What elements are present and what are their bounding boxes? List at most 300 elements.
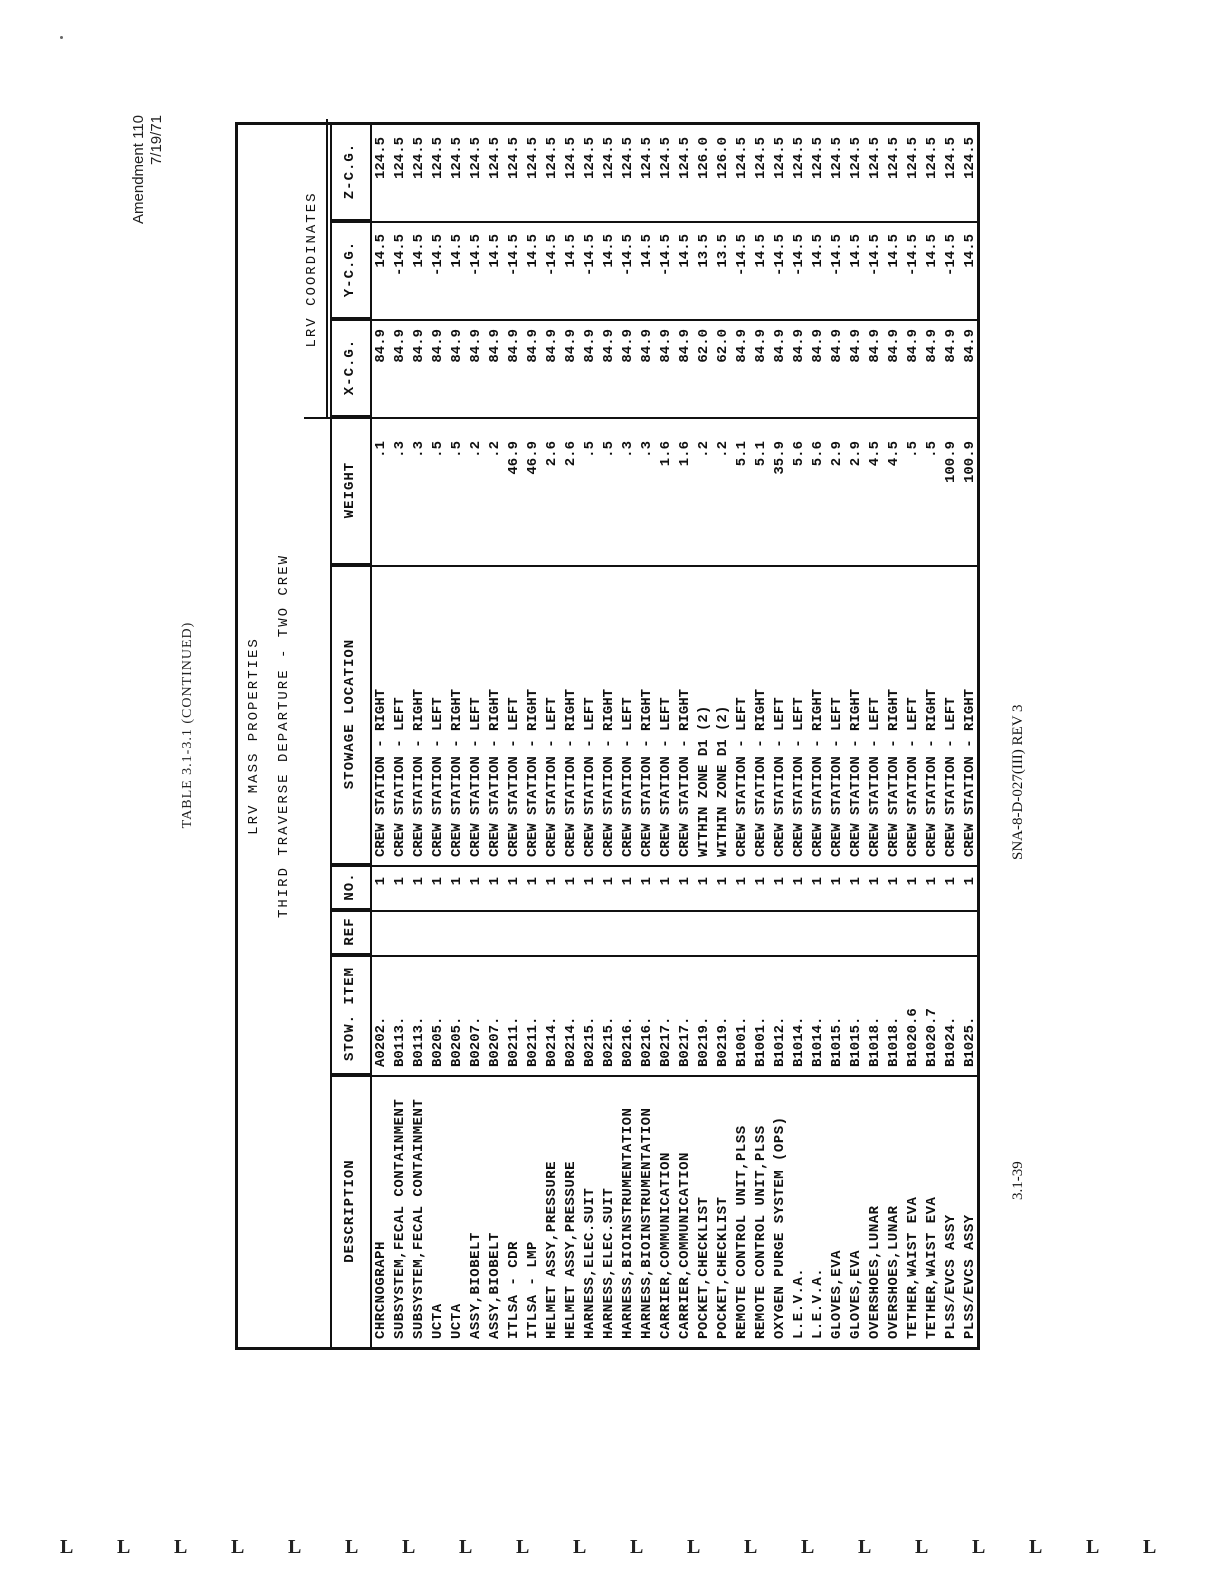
description-cell: TETHER,WAIST EVA: [924, 1196, 940, 1339]
stowage-location-cell: CREW STATION - LEFT: [829, 697, 845, 857]
x-cg-cell: 62.0: [715, 329, 731, 363]
ref-cell: [372, 912, 391, 952]
weight-cell: .5: [430, 441, 446, 458]
table-row: [562, 125, 581, 1347]
description-cell: SUBSYSTEM,FECAL CONTAINMENT: [411, 1098, 427, 1339]
description-cell: HELMET ASSY,PRESSURE: [563, 1160, 579, 1339]
x-cg-cell: 84.9: [506, 329, 522, 363]
stowage-location-cell: CREW STATION - LEFT: [506, 697, 522, 857]
x-cg-cell: 84.9: [430, 329, 446, 363]
table-row: [410, 125, 429, 1347]
ref-cell: [961, 912, 980, 952]
edge-mark: L: [174, 1536, 188, 1558]
quantity-cell: 1: [677, 877, 693, 886]
col-description: DESCRIPTION: [342, 1159, 358, 1263]
table-row: [391, 125, 410, 1347]
y-cg-cell: 14.5: [962, 234, 978, 268]
table-row: [429, 125, 448, 1347]
edge-mark: L: [972, 1536, 986, 1558]
x-cg-cell: 84.9: [544, 329, 560, 363]
weight-cell: .3: [620, 441, 636, 458]
description-cell: CARRIER,COMMUNICATION: [677, 1152, 693, 1339]
weight-cell: 4.5: [886, 441, 902, 467]
z-cg-cell: 124.5: [791, 137, 807, 180]
quantity-cell: 1: [848, 877, 864, 886]
ref-cell: [809, 912, 828, 952]
stow-item-cell: B0205.: [449, 1016, 465, 1067]
edge-mark: L: [1086, 1536, 1100, 1558]
stow-item-cell: A0202.: [373, 1016, 389, 1067]
quantity-cell: 1: [392, 877, 408, 886]
stow-item-cell: B0217.: [658, 1016, 674, 1067]
description-cell: ASSY,BIOBELT: [468, 1232, 484, 1339]
stow-item-cell: B1001.: [734, 1016, 750, 1067]
y-cg-cell: 14.5: [639, 234, 655, 268]
description-cell: L.E.V.A.: [810, 1267, 826, 1339]
z-cg-cell: 124.5: [487, 137, 503, 180]
x-cg-cell: 84.9: [601, 329, 617, 363]
edge-mark: L: [858, 1536, 872, 1558]
stowage-location-cell: CREW STATION - LEFT: [392, 697, 408, 857]
quantity-cell: 1: [468, 877, 484, 886]
quantity-cell: 1: [734, 877, 750, 886]
edge-mark: L: [687, 1536, 701, 1558]
coord-underline: [326, 119, 328, 417]
edge-mark: L: [231, 1536, 245, 1558]
stow-item-cell: B1020.7: [924, 1008, 940, 1067]
z-cg-cell: 124.5: [525, 137, 541, 180]
stow-item-cell: B1020.6: [905, 1008, 921, 1067]
y-cg-cell: -14.5: [772, 234, 788, 277]
ref-cell: [410, 912, 429, 952]
stowage-location-cell: CREW STATION - RIGHT: [373, 688, 389, 857]
quantity-cell: 1: [715, 877, 731, 886]
stowage-location-cell: CREW STATION - RIGHT: [810, 688, 826, 857]
x-cg-cell: 84.9: [753, 329, 769, 363]
y-cg-cell: 13.5: [696, 234, 712, 268]
weight-cell: .5: [601, 441, 617, 458]
z-cg-cell: 124.5: [582, 137, 598, 180]
stowage-location-cell: CREW STATION - RIGHT: [525, 688, 541, 857]
weight-cell: 100.9: [943, 441, 959, 484]
quantity-cell: 1: [487, 877, 503, 886]
mass-properties-table: [235, 122, 980, 1350]
z-cg-cell: 124.5: [734, 137, 750, 180]
table-row: [809, 125, 828, 1347]
weight-cell: 2.6: [563, 441, 579, 467]
weight-cell: 2.9: [848, 441, 864, 467]
y-cg-cell: -14.5: [582, 234, 598, 277]
stowage-location-cell: CREW STATION - LEFT: [791, 697, 807, 857]
x-cg-cell: 84.9: [639, 329, 655, 363]
description-cell: UCTA: [449, 1303, 465, 1339]
stow-item-cell: B0216.: [639, 1016, 655, 1067]
ref-cell: [657, 912, 676, 952]
x-cg-cell: 84.9: [772, 329, 788, 363]
ref-cell: [581, 912, 600, 952]
y-cg-cell: 14.5: [810, 234, 826, 268]
weight-cell: 5.6: [810, 441, 826, 467]
z-cg-cell: 124.5: [601, 137, 617, 180]
ref-cell: [714, 912, 733, 952]
edge-mark: L: [801, 1536, 815, 1558]
ref-cell: [790, 912, 809, 952]
quantity-cell: 1: [772, 877, 788, 886]
z-cg-cell: 124.5: [430, 137, 446, 180]
rotated-content: [130, 100, 1030, 1350]
amendment-note: [130, 115, 166, 335]
quantity-cell: 1: [563, 877, 579, 886]
description-cell: CHRCNOGRAPH: [373, 1241, 389, 1339]
description-cell: POCKET,CHECKLIST: [715, 1196, 731, 1339]
x-cg-cell: 84.9: [886, 329, 902, 363]
edge-mark: L: [516, 1536, 530, 1558]
ref-cell: [828, 912, 847, 952]
stow-item-cell: B0215.: [582, 1016, 598, 1067]
y-cg-cell: -14.5: [867, 234, 883, 277]
y-cg-cell: 14.5: [373, 234, 389, 268]
ref-cell: [391, 912, 410, 952]
x-cg-cell: 84.9: [373, 329, 389, 363]
stow-item-cell: B0113.: [392, 1016, 408, 1067]
z-cg-cell: 126.0: [715, 137, 731, 180]
z-cg-cell: 124.5: [392, 137, 408, 180]
table-row: [372, 125, 391, 1347]
z-cg-cell: 126.0: [696, 137, 712, 180]
document-id: SNA-8-D-027(III) REV 3: [1010, 704, 1026, 860]
quantity-cell: 1: [658, 877, 674, 886]
stowage-location-cell: CREW STATION - RIGHT: [962, 688, 978, 857]
y-cg-cell: 14.5: [848, 234, 864, 268]
table-row: [581, 125, 600, 1347]
y-cg-cell: -14.5: [658, 234, 674, 277]
x-cg-cell: 84.9: [468, 329, 484, 363]
description-cell: REMOTE CONTROL UNIT,PLSS: [734, 1125, 750, 1339]
table-row: [657, 125, 676, 1347]
ref-cell: [847, 912, 866, 952]
x-cg-cell: 62.0: [696, 329, 712, 363]
description-cell: ASSY,BIOBELT: [487, 1232, 503, 1339]
y-cg-cell: 14.5: [525, 234, 541, 268]
z-cg-cell: 124.5: [905, 137, 921, 180]
x-cg-cell: 84.9: [677, 329, 693, 363]
x-cg-cell: 84.9: [563, 329, 579, 363]
z-cg-cell: 124.5: [943, 137, 959, 180]
z-cg-cell: 124.5: [639, 137, 655, 180]
ref-cell: [771, 912, 790, 952]
description-cell: SUBSYSTEM,FECAL CONTAINMENT: [392, 1098, 408, 1339]
y-cg-cell: 14.5: [563, 234, 579, 268]
ref-cell: [600, 912, 619, 952]
ref-cell: [942, 912, 961, 952]
weight-cell: .3: [411, 441, 427, 458]
y-cg-cell: 14.5: [601, 234, 617, 268]
weight-cell: 5.1: [753, 441, 769, 467]
table-row: [543, 125, 562, 1347]
stow-item-cell: B0211.: [506, 1016, 522, 1067]
stowage-location-cell: CREW STATION - RIGHT: [677, 688, 693, 857]
description-cell: UCTA: [430, 1303, 446, 1339]
stow-item-cell: B1018.: [867, 1016, 883, 1067]
description-cell: OVERSHOES,LUNAR: [886, 1205, 902, 1339]
quantity-cell: 1: [411, 877, 427, 886]
table-row: [771, 125, 790, 1347]
weight-cell: .5: [582, 441, 598, 458]
stowage-location-cell: CREW STATION - LEFT: [658, 697, 674, 857]
weight-cell: .2: [487, 441, 503, 458]
z-cg-cell: 124.5: [753, 137, 769, 180]
y-cg-cell: -14.5: [468, 234, 484, 277]
stow-item-cell: B0216.: [620, 1016, 636, 1067]
weight-cell: .2: [468, 441, 484, 458]
x-cg-cell: 84.9: [658, 329, 674, 363]
ref-cell: [733, 912, 752, 952]
quantity-cell: 1: [962, 877, 978, 886]
stow-item-cell: B0219.: [696, 1016, 712, 1067]
stow-item-cell: B1014.: [791, 1016, 807, 1067]
weight-cell: .3: [392, 441, 408, 458]
y-cg-cell: -14.5: [734, 234, 750, 277]
description-cell: REMOTE CONTROL UNIT,PLSS: [753, 1125, 769, 1339]
description-cell: CARRIER,COMMUNICATION: [658, 1152, 674, 1339]
weight-cell: .3: [639, 441, 655, 458]
quantity-cell: 1: [544, 877, 560, 886]
table-row: [714, 125, 733, 1347]
z-cg-cell: 124.5: [658, 137, 674, 180]
x-cg-cell: 84.9: [867, 329, 883, 363]
stow-item-cell: B0215.: [601, 1016, 617, 1067]
stowage-location-cell: CREW STATION - LEFT: [468, 697, 484, 857]
y-cg-cell: -14.5: [829, 234, 845, 277]
z-cg-cell: 124.5: [962, 137, 978, 180]
quantity-cell: 1: [924, 877, 940, 886]
quantity-cell: 1: [791, 877, 807, 886]
stowage-location-cell: CREW STATION - LEFT: [544, 697, 560, 857]
y-cg-cell: 14.5: [677, 234, 693, 268]
table-heading-block: [238, 125, 332, 1347]
weight-cell: 1.6: [658, 441, 674, 467]
z-cg-cell: 124.5: [924, 137, 940, 180]
x-cg-cell: 84.9: [449, 329, 465, 363]
z-cg-cell: 124.5: [563, 137, 579, 180]
stowage-location-cell: WITHIN ZONE D1 (2): [696, 705, 712, 857]
ref-cell: [505, 912, 524, 952]
amendment-label: Amendment 110: [130, 115, 147, 224]
z-cg-cell: 124.5: [848, 137, 864, 180]
quantity-cell: 1: [525, 877, 541, 886]
stow-item-cell: B1015.: [848, 1016, 864, 1067]
quantity-cell: 1: [582, 877, 598, 886]
stowage-location-cell: CREW STATION - RIGHT: [753, 688, 769, 857]
z-cg-cell: 124.5: [829, 137, 845, 180]
ref-cell: [467, 912, 486, 952]
stowage-location-cell: CREW STATION - RIGHT: [886, 688, 902, 857]
y-cg-cell: -14.5: [430, 234, 446, 277]
table-row: [923, 125, 942, 1347]
description-cell: GLOVES,EVA: [848, 1249, 864, 1339]
stow-item-cell: B1024.: [943, 1016, 959, 1067]
edge-mark: L: [744, 1536, 758, 1558]
table-row: [600, 125, 619, 1347]
x-cg-cell: 84.9: [411, 329, 427, 363]
stow-item-cell: B1025.: [962, 1016, 978, 1067]
stowage-location-cell: CREW STATION - RIGHT: [924, 688, 940, 857]
stowage-location-cell: CREW STATION - RIGHT: [487, 688, 503, 857]
ref-cell: [752, 912, 771, 952]
quantity-cell: 1: [810, 877, 826, 886]
col-y-cg: Y-C.G.: [330, 221, 370, 319]
y-cg-cell: -14.5: [392, 234, 408, 277]
table-row: [505, 125, 524, 1347]
description-cell: HARNESS,ELEC.SUIT: [601, 1187, 617, 1339]
quantity-cell: 1: [506, 877, 522, 886]
quantity-cell: 1: [886, 877, 902, 886]
z-cg-cell: 124.5: [772, 137, 788, 180]
ref-cell: [638, 912, 657, 952]
weight-cell: .5: [905, 441, 921, 458]
table-heading-1: LRV MASS PROPERTIES: [246, 637, 262, 835]
quantity-cell: 1: [601, 877, 617, 886]
col-weight: WEIGHT: [330, 417, 370, 565]
col-no: NO.: [330, 865, 370, 910]
edge-mark: L: [402, 1536, 416, 1558]
description-cell: GLOVES,EVA: [829, 1249, 845, 1339]
stowage-location-cell: CREW STATION - LEFT: [430, 697, 446, 857]
weight-cell: 100.9: [962, 441, 978, 484]
z-cg-cell: 124.5: [468, 137, 484, 180]
y-cg-cell: 14.5: [411, 234, 427, 268]
ref-cell: [676, 912, 695, 952]
weight-cell: .5: [449, 441, 465, 458]
quantity-cell: 1: [430, 877, 446, 886]
x-cg-cell: 84.9: [943, 329, 959, 363]
stowage-location-cell: CREW STATION - RIGHT: [601, 688, 617, 857]
stowage-location-cell: CREW STATION - LEFT: [582, 697, 598, 857]
weight-cell: 35.9: [772, 441, 788, 475]
ref-cell: [866, 912, 885, 952]
description-cell: L.E.V.A.: [791, 1267, 807, 1339]
y-cg-cell: -14.5: [620, 234, 636, 277]
quantity-cell: 1: [753, 877, 769, 886]
y-cg-cell: 13.5: [715, 234, 731, 268]
edge-mark: L: [60, 1536, 74, 1558]
weight-cell: 5.1: [734, 441, 750, 467]
stow-item-cell: B0205.: [430, 1016, 446, 1067]
col-stow-item: STOW. ITEM: [330, 955, 370, 1075]
amendment-date: 7/19/71: [148, 115, 165, 166]
y-cg-cell: -14.5: [791, 234, 807, 277]
y-cg-cell: -14.5: [506, 234, 522, 277]
col-ref: REF: [330, 910, 370, 955]
z-cg-cell: 124.5: [411, 137, 427, 180]
stow-item-cell: B0217.: [677, 1016, 693, 1067]
quantity-cell: 1: [639, 877, 655, 886]
description-cell: ITLSA - CDR: [506, 1241, 522, 1339]
z-cg-cell: 124.5: [620, 137, 636, 180]
edge-mark: L: [915, 1536, 929, 1558]
stow-item-cell: B0113.: [411, 1016, 427, 1067]
coordinates-heading: LRV COORDINATES: [304, 191, 320, 348]
table-row: [448, 125, 467, 1347]
weight-cell: 46.9: [525, 441, 541, 475]
quantity-cell: 1: [829, 877, 845, 886]
stow-item-cell: B0214.: [544, 1016, 560, 1067]
z-cg-cell: 124.5: [449, 137, 465, 180]
weight-cell: .1: [373, 441, 389, 458]
quantity-cell: 1: [696, 877, 712, 886]
stowage-location-cell: CREW STATION - LEFT: [620, 697, 636, 857]
stowage-location-cell: CREW STATION - RIGHT: [848, 688, 864, 857]
x-cg-cell: 84.9: [734, 329, 750, 363]
ref-cell: [562, 912, 581, 952]
stowage-location-cell: CREW STATION - RIGHT: [639, 688, 655, 857]
stowage-location-cell: CREW STATION - LEFT: [905, 697, 921, 857]
table-row: [524, 125, 543, 1347]
page-number: 3.1-39: [1010, 1161, 1026, 1200]
stowage-location-cell: CREW STATION - LEFT: [943, 697, 959, 857]
column-header-row: [330, 125, 372, 1347]
y-cg-cell: 14.5: [449, 234, 465, 268]
y-cg-cell: 14.5: [924, 234, 940, 268]
x-cg-cell: 84.9: [791, 329, 807, 363]
stow-item-cell: B0211.: [525, 1016, 541, 1067]
description-cell: PLSS/EVCS ASSY: [943, 1214, 959, 1339]
edge-mark: L: [288, 1536, 302, 1558]
stow-item-cell: B1001.: [753, 1016, 769, 1067]
edge-mark: L: [1029, 1536, 1043, 1558]
table-row: [733, 125, 752, 1347]
z-cg-cell: 124.5: [886, 137, 902, 180]
col-z-cg: Z-C.G.: [330, 123, 370, 221]
x-cg-cell: 84.9: [829, 329, 845, 363]
ref-cell: [448, 912, 467, 952]
weight-cell: 5.6: [791, 441, 807, 467]
ref-cell: [619, 912, 638, 952]
stowage-location-cell: CREW STATION - LEFT: [734, 697, 750, 857]
weight-cell: .2: [715, 441, 731, 458]
weight-cell: 2.9: [829, 441, 845, 467]
ref-cell: [486, 912, 505, 952]
quantity-cell: 1: [943, 877, 959, 886]
table-row: [676, 125, 695, 1347]
description-cell: HARNESS,ELEC.SUIT: [582, 1187, 598, 1339]
table-row: [885, 125, 904, 1347]
ref-cell: [543, 912, 562, 952]
stowage-location-cell: CREW STATION - RIGHT: [449, 688, 465, 857]
edge-mark: L: [1143, 1536, 1157, 1558]
description-cell: TETHER,WAIST EVA: [905, 1196, 921, 1339]
y-cg-cell: -14.5: [905, 234, 921, 277]
stowage-location-cell: WITHIN ZONE D1 (2): [715, 705, 731, 857]
edge-mark: L: [459, 1536, 473, 1558]
table-row: [619, 125, 638, 1347]
table-row: [467, 125, 486, 1347]
weight-cell: .5: [924, 441, 940, 458]
description-cell: POCKET,CHECKLIST: [696, 1196, 712, 1339]
weight-cell: 2.6: [544, 441, 560, 467]
table-row: [828, 125, 847, 1347]
stowage-location-cell: CREW STATION - RIGHT: [563, 688, 579, 857]
table-row: [866, 125, 885, 1347]
x-cg-cell: 84.9: [392, 329, 408, 363]
y-cg-cell: 14.5: [487, 234, 503, 268]
y-cg-cell: 14.5: [886, 234, 902, 268]
table-row: [904, 125, 923, 1347]
x-cg-cell: 84.9: [487, 329, 503, 363]
stow-item-cell: B0207.: [487, 1016, 503, 1067]
table-row: [961, 125, 980, 1347]
x-cg-cell: 84.9: [962, 329, 978, 363]
